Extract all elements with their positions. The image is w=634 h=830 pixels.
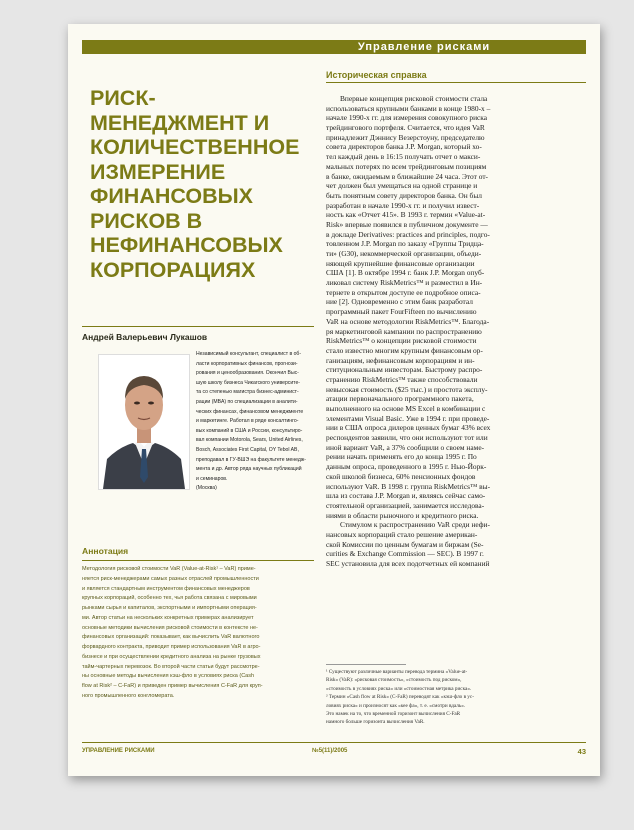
body-line: стало известно многим крупным финансовым ор- bbox=[326, 345, 483, 355]
annotation-text bbox=[82, 565, 314, 702]
title-line: МЕНЕДЖМЕНТ И bbox=[90, 110, 270, 135]
body-line: RiskMetrics™ о концепции рисковой стоимости bbox=[326, 336, 477, 346]
body-line: тернете в открытом доступе ее подробное описа- bbox=[326, 287, 481, 297]
footnote-line: «стоимость в условиях риска» или «стоимостная метрика риска». bbox=[326, 685, 472, 692]
bio-line: вал компании Motorola, Sears, United Airlines, bbox=[196, 437, 303, 444]
body-line: использоваться крупными банками в конце 1980-х – bbox=[326, 103, 491, 113]
bio-line: (Москва) bbox=[196, 485, 217, 492]
footnote-line: Это намек на то, что временной горизонт вычисления C-FaR bbox=[326, 711, 461, 718]
body-line: начале 1990-х гг. для измерения совокупного риска bbox=[326, 113, 488, 123]
annotation-line: рынками сырья и капиталов, экспортными и импортными операция- bbox=[82, 605, 257, 611]
body-line: используют VaR. В 1998 г. группа RiskMetrics™ вы- bbox=[326, 481, 491, 491]
body-line: мальных потерях по всем трейдинговым позициям bbox=[326, 161, 487, 171]
annotation-line: основные методики вычисления рисковой стоимости в контексте не- bbox=[82, 624, 258, 631]
page-number: 43 bbox=[577, 747, 586, 756]
footer-divider bbox=[82, 742, 586, 743]
bio-line: рации (MBA) по специализации в аналити- bbox=[196, 398, 298, 405]
annotation-line: няется риск-менеджерами самых разных отраслей промышленности bbox=[82, 575, 259, 582]
body-line: элементами Visual Basic. Уже в 1994 г. при проведе- bbox=[326, 413, 490, 423]
divider bbox=[326, 82, 586, 83]
body-line: ституциональным инвесторам. Быстрому распро- bbox=[326, 365, 483, 375]
title-line: КОРПОРАЦИЯХ bbox=[90, 257, 256, 282]
title-line: РИСКОВ В bbox=[90, 208, 203, 233]
footnote-divider bbox=[326, 664, 406, 665]
annotation-line: и является стандартным инструментом финансовых менеджеров bbox=[82, 585, 250, 592]
author-photo bbox=[98, 354, 190, 490]
annotation-line: финансовых организаций: показывает, как вычислить VaR валютного bbox=[82, 634, 260, 641]
body-line: Risk» впервые появился в публичном документе — bbox=[326, 219, 488, 229]
bio-line: ласти корпоративных финансов, прогнози- bbox=[196, 360, 298, 367]
annotation-heading: Аннотация bbox=[82, 546, 129, 556]
body-line: респондентов заявили, что они используют тот или bbox=[326, 433, 488, 443]
body-line: Стимулом к распространению VaR среди нефи- bbox=[340, 520, 490, 530]
body-line: трейдингового портфеля. Считается, что идея VaR bbox=[326, 123, 485, 133]
article-title bbox=[90, 86, 310, 282]
footer-journal-name: УПРАВЛЕНИЕ РИСКАМИ bbox=[82, 748, 155, 754]
body-line: curities & Exchange Commission — SEC). В 1997 г. bbox=[326, 549, 484, 559]
bio-line: преподавал в ГУ-ВШЭ на факультете менедж- bbox=[196, 456, 306, 463]
bio-line: и семинаров. bbox=[196, 475, 228, 482]
body-line: в банке, ожидаемым в ближайшие 24 часа. Этот от- bbox=[326, 171, 489, 181]
body-line: атации первоначального программного пакета, bbox=[326, 394, 474, 404]
title-line: РИСК- bbox=[90, 86, 156, 110]
annotation-line: крупных корпораций, особенно тех, чья работа связана с мировыми bbox=[82, 595, 257, 602]
footnote-line: ² Термин «Cash flow at Risk» (C-FaR) переводят как «кэш-фло в ус- bbox=[326, 694, 474, 701]
author-portrait-image bbox=[99, 355, 189, 489]
bio-line: шую школу бизнеса Чикагского университе- bbox=[196, 379, 300, 386]
body-line: шла из состава J.P. Morgan и, являясь сейчас само- bbox=[326, 491, 486, 501]
body-line: разработан в начале 1990-х гг. и получил извест- bbox=[326, 200, 480, 210]
bio-line: та со степенью магистра бизнес-админист- bbox=[196, 389, 299, 396]
divider bbox=[82, 326, 314, 327]
body-line: выполненного на основе MS Excel в комбинации с bbox=[326, 404, 486, 413]
annotation-line: flow at Risk² – C-FaR) и приведен пример вычисления C-FaR для круп- bbox=[82, 683, 263, 689]
annotation-line: бизнесе и при осуществлении кредитного анализа на рынке грузовых bbox=[82, 653, 261, 660]
body-line: ность как «Отчет 415». В 1993 г. термин «Value-at- bbox=[326, 210, 486, 220]
body-line: данным опроса, проведенного в 1995 г. Нью-Йорк- bbox=[326, 462, 487, 472]
section-header-bar bbox=[82, 40, 586, 54]
bio-line: Независимый консультант, специалист в об- bbox=[196, 351, 302, 357]
footer-issue: №5(11)/2005 bbox=[312, 748, 348, 754]
history-body bbox=[326, 94, 582, 569]
annotation-line: ны основные методы вычисления кэш-фло в условиях риска (Cash bbox=[82, 673, 255, 680]
title-line: ФИНАНСОВЫХ bbox=[90, 184, 254, 208]
footnote-line: намного больше горизонта вычисления VaR. bbox=[326, 719, 425, 726]
annotation-line: форвардного контракта, приводит пример использования VaR в агро- bbox=[82, 644, 261, 650]
body-line: ганизациям, нефинансовым корпорациям и ин- bbox=[326, 355, 475, 365]
bio-line: Bosch, Associates First Capital, OY Tebol AB, bbox=[196, 446, 299, 453]
title-line: КОЛИЧЕСТВЕННОЕ bbox=[90, 135, 300, 159]
annotation-line: тайм-чартерных перевозок. Во второй части статьи будут рассмотре- bbox=[82, 663, 260, 670]
footnotes bbox=[326, 668, 582, 727]
body-line: товленном J.P. Morgan по заказу «Группы Тридца- bbox=[326, 239, 484, 249]
divider bbox=[82, 560, 314, 561]
body-line: ря маркетинговой кампании по распространению bbox=[326, 326, 482, 336]
body-line: ской Комиссии по ценным бумагам и биржам (Se- bbox=[326, 539, 484, 549]
body-line: рении начать применять его до конца 1995 г. По bbox=[326, 452, 477, 462]
bio-line: мента и др. Автор ряда научных публикаций bbox=[196, 466, 302, 473]
body-line: Впервые концепция рисковой стоимости стала bbox=[340, 94, 488, 103]
body-line: нансовых корпораций стало решение американ- bbox=[326, 529, 478, 539]
body-line: няющей крупнейшие финансовые организации bbox=[326, 258, 475, 268]
body-line: ти» (G30), некоммерческой организации, объеди- bbox=[326, 249, 482, 258]
author-name: Андрей Валерьевич Лукашов bbox=[82, 332, 208, 342]
body-line: программный пакет FourFifteen по вычислению bbox=[326, 307, 477, 317]
author-bio bbox=[196, 350, 312, 494]
body-line: ской школой бизнеса, 60% пенсионных фондов bbox=[326, 471, 476, 481]
body-line: VaR на основе методологии RiskMetrics™. Благода- bbox=[326, 316, 490, 326]
body-line: совета директоров банка J.P. Morgan, который хо- bbox=[326, 142, 482, 152]
annotation-line: ми. Автор статьи на нескольких конкретных примерах анализирует bbox=[82, 614, 254, 621]
body-line: США [1]. В октябре 1994 г. банк J.P. Morgan опуб- bbox=[326, 268, 485, 278]
bio-line: ческих финансах, финансовом менеджменте bbox=[196, 408, 304, 415]
bio-line: и маркетинге. Работал в ряде консалтинго- bbox=[196, 418, 299, 425]
annotation-line: ного промышленного конгломерата. bbox=[82, 692, 175, 699]
magazine-page bbox=[68, 24, 600, 776]
footnote-line: ловиях риска» и произносят как «кее фа», т. е. «смотри вдаль». bbox=[326, 702, 466, 709]
annotation-line: Методология рисковой стоимости VaR (Value-at-Risk¹ – VaR) приме- bbox=[82, 566, 256, 572]
bio-line: вых компаний в США и России, консультиро- bbox=[196, 427, 303, 434]
body-line: быть понятным совету директоров банка. Он был bbox=[326, 190, 482, 200]
title-line: НЕФИНАНСОВЫХ bbox=[90, 233, 283, 257]
title-line: ИЗМЕРЕНИЕ bbox=[90, 159, 226, 184]
body-line: тел каждый день в 16:15 получать отчет о макси- bbox=[326, 152, 481, 162]
body-line: ние [2]. Одновременно с этим банк разработал bbox=[326, 297, 473, 307]
body-line: принадлежит Дэннису Везерстоуну, председателю bbox=[326, 132, 485, 142]
body-line: ниями в области рыночного и кредитного риска. bbox=[326, 510, 479, 520]
body-line: чет должен был умещаться на одной странице и bbox=[326, 181, 478, 191]
body-line: ликовал систему RiskMetrics™ и разместил в Ин- bbox=[326, 278, 483, 288]
bio-line: рования и ценообразования. Окончил Выс- bbox=[196, 370, 299, 377]
footnote-line: Risk» (VaR): «рисковая стоимость», «стоимость под риском», bbox=[326, 677, 462, 684]
body-line: странению RiskMetrics™ также способствовали bbox=[326, 374, 478, 384]
history-heading: Историческая справка bbox=[326, 70, 427, 80]
body-line: нии в США опроса дилеров ценных бумаг 43% всех bbox=[326, 423, 491, 433]
body-line: невысокая стоимость ($25 тыс.) и простота эксплу- bbox=[326, 384, 488, 394]
section-header-label: Управление рисками bbox=[357, 41, 491, 53]
body-line: стоятельной организацией, занимается исследова- bbox=[326, 500, 485, 510]
body-line: иной вариант VaR, а 37% сообщили о своем наме- bbox=[326, 442, 485, 452]
body-line: SEC установила для всех подотчетных ей компаний bbox=[326, 559, 490, 568]
body-line: в докладе Derivatives: practices and principles, подго- bbox=[326, 229, 490, 239]
footnote-line: ¹ Существуют различные варианты перевода термина «Value-at- bbox=[326, 669, 468, 675]
